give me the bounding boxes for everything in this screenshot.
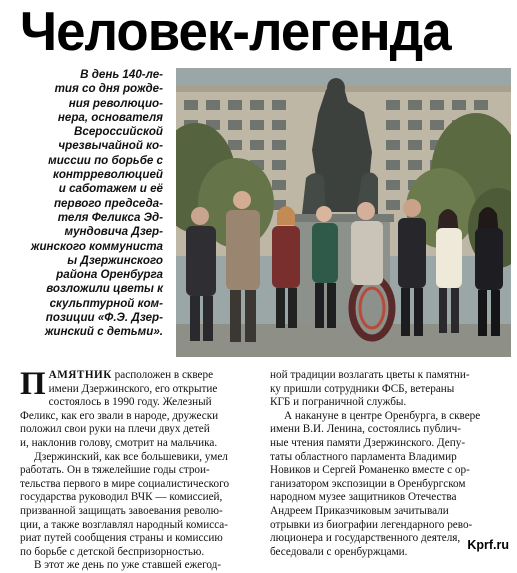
- intro-line: жинский с детьми».: [44, 325, 163, 339]
- intro-line: контрреволюцией: [52, 168, 163, 182]
- intro-line: возложили цветы к: [46, 282, 163, 296]
- text-line: ные чтения памяти Дзержинского. Депу-: [270, 436, 466, 449]
- text-line: положил свои руки на плечи двух детей: [20, 423, 210, 436]
- text-line: ной традиции возлагать цветы к памятни-: [270, 369, 470, 381]
- headline: Человек-легенда: [20, 0, 451, 62]
- text-line: состоялось в 1990 году. Железный: [48, 396, 212, 409]
- monument-photo: [176, 68, 511, 357]
- intro-line: Всероссийской: [74, 125, 163, 139]
- intro-line: теля Феликса Эд-: [57, 210, 163, 224]
- paragraph: [270, 369, 510, 410]
- intro-line: миссии по борьбе с: [48, 153, 163, 167]
- text-line: отрывки из биографии легендарного рево-: [270, 518, 473, 531]
- intro-line: позиции «Ф.Э. Дзер-: [45, 311, 163, 325]
- text-line: призванной защищать завоевания револю-: [20, 504, 223, 517]
- intro-line: жинского коммуниста: [30, 239, 163, 253]
- intro-lead: [20, 68, 163, 368]
- text-line: имени Дзержинского, его открытие: [48, 382, 218, 395]
- paragraph: [20, 451, 260, 560]
- intro-line: мундовича Дзер-: [64, 225, 163, 239]
- intro-line: и саботажем и её: [58, 182, 163, 196]
- text-line: по борьбе с детской беспризорностью.: [20, 545, 205, 558]
- text-line: В этот же день по уже ставшей ежегод-: [34, 559, 222, 572]
- text-line: люционера и государственного деятеля,: [270, 532, 461, 545]
- text-line: Дзержинский, как все большевики, умел: [34, 450, 228, 463]
- lead-caps: АМЯТНИК: [48, 369, 112, 381]
- intro-line: чрезвычайной ко-: [58, 139, 163, 153]
- text-line: КГБ и пограничной службы.: [270, 396, 407, 409]
- intro-line: В день 140-ле-: [80, 68, 163, 81]
- text-line: Феликс, как его звали в народе, дружески: [20, 409, 219, 422]
- source-credit: Kprf.ru: [467, 538, 509, 552]
- text-line: имени В.И. Ленина, состоялись публич-: [270, 423, 462, 436]
- drop-cap: П: [20, 366, 46, 402]
- text-line: расположен в сквере: [111, 369, 214, 381]
- paragraph: [20, 366, 260, 451]
- paragraph: [20, 559, 260, 573]
- text-line: Новиков и Сергей Романенко вместе с ор-: [270, 464, 470, 477]
- intro-line: тия со дня рожде-: [54, 82, 163, 96]
- text-line: беседовали с оренбуржцами.: [270, 545, 408, 558]
- text-line: риат путей сообщения страны и комиссию: [20, 532, 223, 545]
- text-line: ку пришли сотрудники ФСБ, ветераны: [270, 382, 455, 395]
- text-line: тельства первого в мире социалистического: [20, 477, 230, 490]
- article-column-left: [20, 366, 260, 573]
- intro-line: нера, основателя: [57, 110, 163, 124]
- intro-line: ы Дзержинского: [67, 253, 163, 267]
- intro-line: первого председа-: [53, 196, 163, 210]
- monument-photo-illustration: [176, 68, 511, 357]
- intro-line: района Оренбурга: [56, 268, 163, 282]
- text-line: ции, а также возглавлял народный комисса-: [20, 518, 228, 531]
- text-line: народном музее защитников Отечества: [270, 491, 457, 504]
- text-line: А накануне в центре Оренбурга, в сквере: [284, 409, 481, 422]
- text-line: работать. Он в тяжелейшие годы строи-: [20, 464, 210, 477]
- text-line: государства руководил ВЧК — комиссией,: [20, 491, 223, 504]
- intro-line: скульптурной ком-: [49, 296, 163, 310]
- text-line: таты областного парламента Владимир: [270, 450, 457, 463]
- article-column-right: [270, 369, 510, 559]
- text-line: ганизатором экспозиции в Оренбургском: [270, 477, 466, 490]
- text-line: и, наклонив голову, смотрит на мальчика.: [20, 436, 218, 449]
- intro-line: ния революцио-: [68, 96, 163, 110]
- text-line: Андреем Приказчиковым зачитывали: [270, 504, 449, 517]
- paragraph: [270, 410, 510, 560]
